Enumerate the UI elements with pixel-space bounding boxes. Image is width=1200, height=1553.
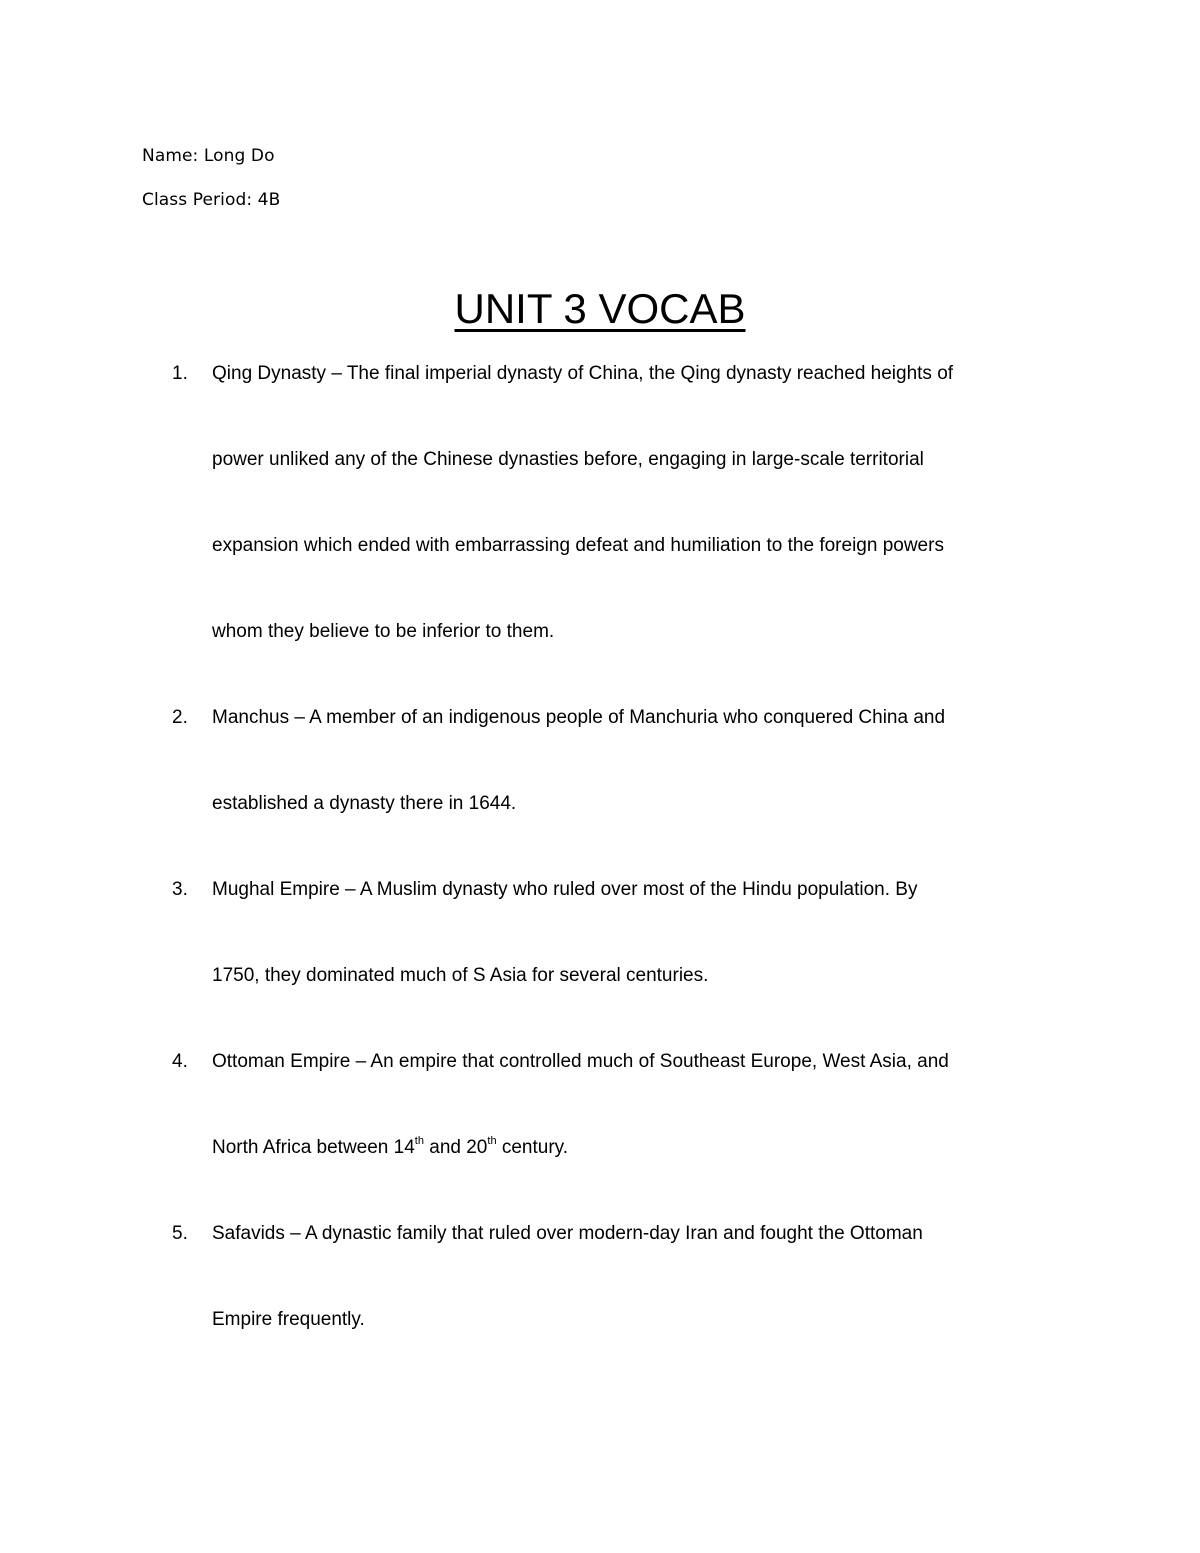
item-2-line-2: established a dynasty there in 1644. <box>212 793 517 814</box>
item-2-number: 2. <box>172 707 188 728</box>
item-3-line-1: Mughal Empire – A Muslim dynasty who ruled over most of the Hindu population. By <box>212 879 918 900</box>
class-period: Class Period: 4B <box>142 190 281 210</box>
item-4-number: 4. <box>172 1051 188 1072</box>
item-1-number: 1. <box>172 363 188 384</box>
document-title <box>0 284 1200 334</box>
item-1-line-4: whom they believe to be inferior to them. <box>212 621 555 642</box>
item-1-line-1: Qing Dynasty – The final imperial dynasty of China, the Qing dynasty reached heights of <box>212 363 954 384</box>
item-3-line-2: 1750, they dominated much of S Asia for several centuries. <box>212 965 709 986</box>
item-4-line-1: Ottoman Empire – An empire that controlled much of Southeast Europe, West Asia, and <box>212 1051 949 1072</box>
item-1-line-2: power unliked any of the Chinese dynasties before, engaging in large-scale territorial <box>212 449 924 470</box>
student-name: Name: Long Do <box>142 146 275 166</box>
item-4-line-2-part2: and 20 <box>423 1137 488 1158</box>
item-5-line-1: Safavids – A dynastic family that ruled over modern-day Iran and fought the Ottoman <box>212 1223 923 1244</box>
item-2-line-1: Manchus – A member of an indigenous people of Manchuria who conquered China and <box>212 707 946 728</box>
item-1-line-3: expansion which ended with embarrassing defeat and humiliation to the foreign powers <box>212 535 944 556</box>
item-4-line-2 <box>212 1135 568 1161</box>
item-4-line-2-part3: century. <box>496 1137 569 1158</box>
item-4-sup-1: th <box>414 1134 424 1147</box>
item-3-number: 3. <box>172 879 188 900</box>
item-5-line-2: Empire frequently. <box>212 1309 365 1330</box>
item-4-line-2-part1: North Africa between 14 <box>212 1137 415 1158</box>
item-4-sup-2: th <box>487 1134 497 1147</box>
title-text: UNIT 3 VOCAB <box>454 285 746 332</box>
item-5-number: 5. <box>172 1223 188 1244</box>
